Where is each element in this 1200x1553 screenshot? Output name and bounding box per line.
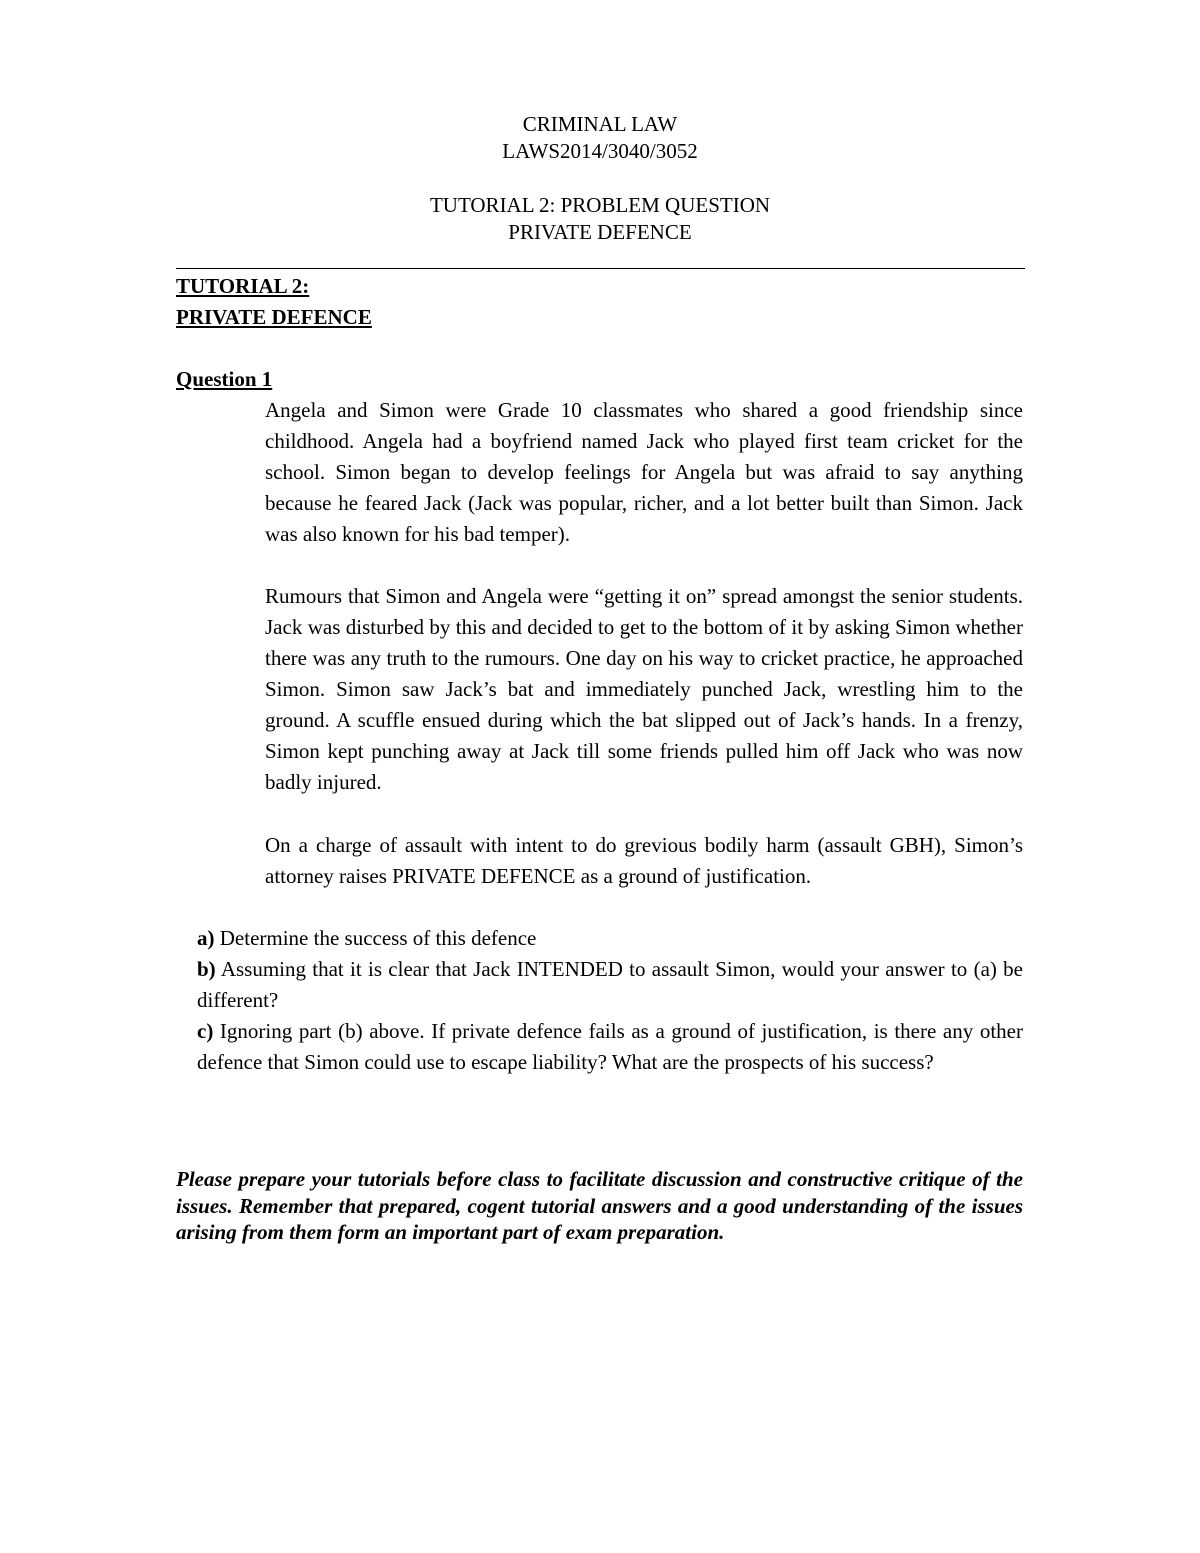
section-heading-topic: PRIVATE DEFENCE xyxy=(176,305,372,329)
tutorial-header xyxy=(0,192,1200,246)
course-header xyxy=(0,111,1200,165)
sub-question-c xyxy=(197,1016,1023,1078)
scenario-paragraph-3: On a charge of assault with intent to do grevious bodily harm (assault GBH), Simon’s attorney raises PRIVATE DEFENCE as a ground of justification. xyxy=(265,833,1023,888)
sub-question-label: a) xyxy=(197,926,215,950)
course-codes: LAWS2014/3040/3052 xyxy=(502,139,698,163)
sub-question-text: Ignoring part (b) above. If private defence fails as a ground of justification, is there any other defence that Simon could use to escape liability? What are the prospects of his success? xyxy=(197,1019,1023,1074)
scenario-paragraph-1: Angela and Simon were Grade 10 classmates who shared a good friendship since childhood. Angela had a boyfriend named Jack who played first team cricket for the school. Simon began to develop feelings for Angela but was afraid to say anything because he feared Jack (Jack was popular, richer, and a lot better built than Simon. Jack was also known for his bad temper). xyxy=(265,398,1023,546)
horizontal-divider xyxy=(176,268,1025,269)
sub-questions-list xyxy=(197,923,1023,1078)
question-heading: Question 1 xyxy=(176,367,273,391)
sub-question-a xyxy=(197,923,1023,954)
tutorial-title: TUTORIAL 2: PROBLEM QUESTION xyxy=(429,193,771,217)
sub-question-text: Determine the success of this defence xyxy=(214,926,537,950)
tutorial-topic: PRIVATE DEFENCE xyxy=(508,220,692,244)
scenario-paragraph-2: Rumours that Simon and Angela were “getting it on” spread amongst the senior students. Jack was disturbed by this and decided to get to the bottom of it by asking Simon whether there was any truth to the rumours. One day on his way to cricket practice, he approached Simon. Simon saw Jack’s bat and immediately punched Jack, wrestling him to the ground. A scuffle ensued during which the bat slipped out of Jack’s hands. In a frenzy, Simon kept punching away at Jack till some friends pulled him off Jack who was now badly injured. xyxy=(265,584,1023,794)
sub-question-text: Assuming that it is clear that Jack INTENDED to assault Simon, would your answer to (a) be different? xyxy=(197,957,1023,1012)
course-title: CRIMINAL LAW xyxy=(522,112,678,136)
sub-question-label: b) xyxy=(197,957,216,981)
section-heading-tutorial: TUTORIAL 2: xyxy=(176,274,310,298)
sub-question-label: c) xyxy=(197,1019,214,1043)
sub-question-b xyxy=(197,954,1023,1016)
preparation-note: Please prepare your tutorials before class to facilitate discussion and constructive critique of the issues. Remember that prepared, cogent tutorial answers and a good understanding of the issues arising from them form an important part of exam preparation. xyxy=(176,1167,1023,1244)
